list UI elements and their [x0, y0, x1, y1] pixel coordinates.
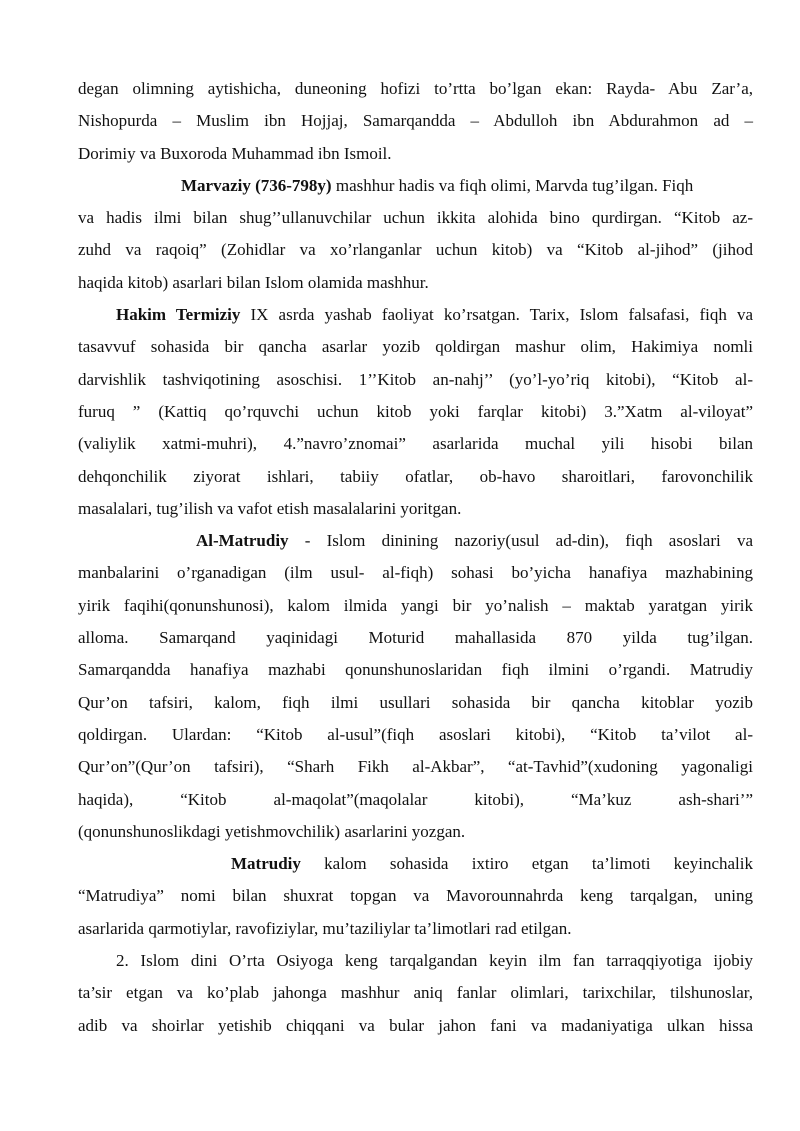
scholar-name: Hakim Termiziy [116, 305, 241, 325]
text-line: (qonunshunoslikdagi yetishmovchilik) asarlarini yozgan. [78, 821, 466, 841]
paragraph-section-2 [78, 945, 753, 1042]
text-line: “Matrudiya” nomi bilan shuxrat topgan va Mavorounnahrda keng tarqalgan, uning [78, 886, 753, 906]
text-line: masalalari, tug’ilish va vafot etish masalalarini yoritgan. [78, 498, 462, 518]
text-line: (valiylik xatmi-muhri), 4.”navro’znomai” asarlarida muchal yili hisobi bilan [78, 434, 753, 454]
paragraph-matrudiy [78, 848, 753, 945]
text-line: Nishopurda – Muslim ibn Hojjaj, Samarqandda – Abdulloh ibn Abdurahmon ad – [78, 111, 753, 131]
paragraph-first-line [78, 848, 753, 880]
text-line: haqida kitob) asarlari bilan Islom olamida mashhur. [78, 272, 429, 292]
paragraph-hakim-termiziy [78, 299, 753, 525]
text-line: tasavvuf sohasida bir qancha asarlar yozib qoldirgan mashur olim, Hakimiya nomli [78, 337, 753, 357]
text-line: dehqonchilik ziyorat ishlari, tabiiy ofatlar, ob-havo sharoitlari, farovonchilik [78, 466, 753, 486]
text-line: Qur’on tafsiri, kalom, fiqh ilmi usullari sohasida bir qancha kitoblar yozib [78, 692, 753, 712]
text-line: adib va shoirlar yetishib chiqqani va bular jahon fani va madaniyatiga ulkan hissa [78, 1015, 753, 1035]
text-line: alloma. Samarqand yaqinidagi Moturid mahallasida 870 yilda tug’ilgan. [78, 628, 753, 648]
scholar-name: Matrudiy [231, 854, 301, 874]
text-line: yirik faqihi(qonunshunosi), kalom ilmida yangi bir yo’nalish – maktab yaratgan yirik [78, 595, 753, 615]
scholar-name: Marvaziy (736-798y) [181, 175, 332, 195]
paragraph-al-matrudiy [78, 525, 753, 848]
text-line: furuq ” (Kattiq qo’rquvchi uchun kitob yoki farqlar kitobi) 3.”Xatm al-viloyat” [78, 401, 753, 421]
scholar-name: Al-Matrudiy [196, 531, 289, 551]
text-line: zuhd va raqoiq” (Zohidlar va xo’rlanganlar uchun kitob) va “Kitob al-jihod” (jihod [78, 240, 753, 260]
text-line: Samarqandda hanafiya mazhabi qonunshunoslaridan fiqh ilmini o’rgandi. Matrudiy [78, 660, 753, 680]
text-line: asarlarida qarmotiylar, ravofiziylar, mu’taziliylar ta’limotlari rad etilgan. [78, 918, 572, 938]
text-line: haqida), “Kitob al-maqolat”(maqolalar kitobi), “Ma’kuz ash-shari’” [78, 789, 753, 809]
text-span: - Islom dinining nazoriy(usul ad-din), fiqh asoslari va [288, 531, 753, 551]
text-span: mashhur hadis va fiqh olimi, Marvda tug’ilgan. Fiqh [331, 175, 694, 195]
paragraph-hofiz [78, 73, 753, 170]
paragraph-first-line [78, 170, 753, 202]
text-span: IX asrda yashab faoliyat ko’rsatgan. Tarix, Islom falsafasi, fiqh va [240, 305, 754, 325]
text-line: manbalarini o’rganadigan (ilm usul- al-fiqh) sohasi bo’yicha hanafiya mazhabining [78, 563, 753, 583]
text-line: 2. Islom dini O’rta Osiyoga keng tarqalgandan keyin ilm fan tarraqqiyotiga ijobiy [116, 951, 753, 971]
text-line: qoldirgan. Ulardan: “Kitob al-usul”(fiqh asoslari kitobi), “Kitob ta’vilot al- [78, 724, 753, 744]
text-line: ta’sir etgan va ko’plab jahonga mashhur aniq fanlar olimlari, tarixchilar, tilshunoslar, [78, 983, 753, 1003]
paragraph-first-line [78, 525, 753, 557]
paragraph-first-line [78, 299, 753, 331]
text-line: darvishlik tashviqotining asoschisi. 1’’Kitob an-nahj’’ (yo’l-yo’riq kitobi), “Kitob al- [78, 369, 753, 389]
text-line: degan olimning aytishicha, duneoning hofizi to’rtta bo’lgan ekan: Rayda- Abu Zar’a, [78, 79, 753, 98]
text-line: Qur’on”(Qur’on tafsiri), “Sharh Fikh al-Akbar”, “at-Tavhid”(xudoning yagonaligi [78, 757, 753, 777]
text-line: va hadis ilmi bilan shug’’ullanuvchilar uchun ikkita alohida bino qurdirgan. “Kitob az- [78, 208, 753, 228]
text-span: kalom sohasida ixtiro etgan ta’limoti keyinchalik [300, 854, 753, 874]
paragraph-marvaziy [78, 170, 753, 299]
text-line: Dorimiy va Buxoroda Muhammad ibn Ismoil. [78, 143, 392, 163]
